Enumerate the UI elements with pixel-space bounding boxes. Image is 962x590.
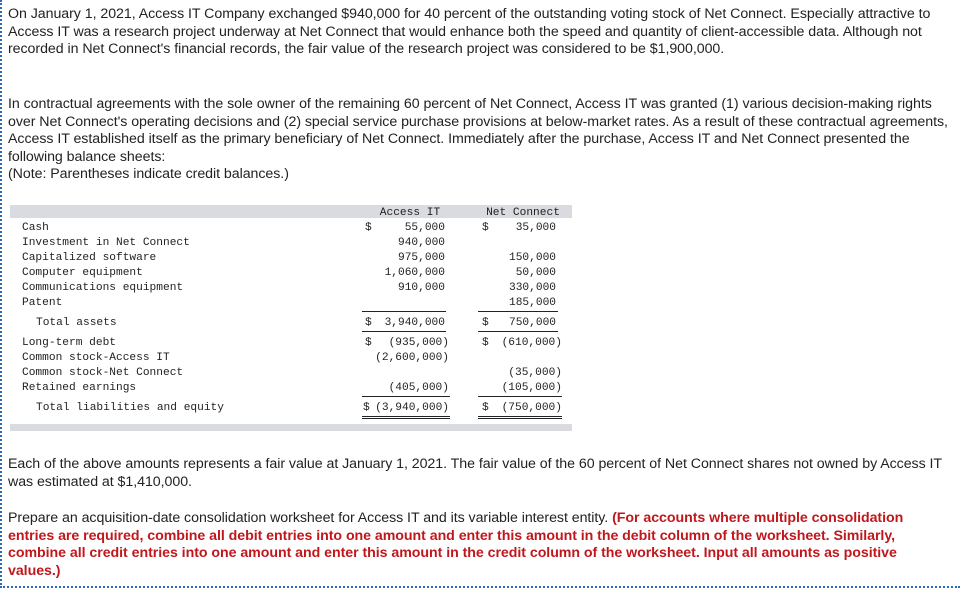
- row-label-computer-equipment: Computer equipment: [22, 267, 143, 279]
- table-footer-bar: [10, 424, 572, 431]
- equity-underline-net: [478, 396, 562, 397]
- total-assets-net-connect-value: 750,000: [509, 317, 556, 329]
- communications-net-connect-value: 330,000: [509, 282, 556, 294]
- total-assets-access-it-value: 3,940,000: [384, 317, 445, 329]
- cash-net-dollar: $: [482, 222, 489, 234]
- row-label-cash: Cash: [22, 222, 49, 234]
- debt-net-connect-value: (610,000): [501, 337, 562, 349]
- row-label-retained-earnings: Retained earnings: [22, 382, 137, 394]
- row-label-common-stock-access: Common stock-Access IT: [22, 352, 170, 364]
- contract-text: In contractual agreements with the sole owner of the remaining 60 percent of Net Connect, Access IT was granted (1) various decision-making rights over Net Connect's operating decisions and (2) special service purchase provisions at below-market rates. As a result of these contractual agreements, Access IT established itself as the primary beneficiary of Net Connect. Immediately after the purchase, Access IT and Net Connect presented the following balance sheets:: [8, 96, 948, 165]
- column-header-net-connect: Net Connect: [486, 207, 560, 219]
- row-label-capitalized-software: Capitalized software: [22, 252, 157, 264]
- retained-earnings-access-it-value: (405,000): [388, 382, 449, 394]
- assets-underline-access: [362, 311, 446, 312]
- row-label-long-term-debt: Long-term debt: [22, 337, 116, 349]
- instructions-text: Prepare an acquisition-date consolidation worksheet for Access IT and its variable interest entity.: [8, 510, 609, 526]
- balance-sheet-table: [10, 205, 572, 431]
- row-label-common-stock-net: Common stock-Net Connect: [22, 367, 184, 379]
- debt-access-it-value: (935,000): [388, 337, 449, 349]
- patent-net-connect-value: 185,000: [509, 297, 556, 309]
- total-le-net-dollar: $: [482, 402, 489, 414]
- instructions-paragraph: [8, 510, 948, 580]
- row-label-patent: Patent: [22, 297, 63, 309]
- computer-access-it-value: 1,060,000: [384, 267, 445, 279]
- credit-note: (Note: Parentheses indicate credit balances.): [8, 166, 289, 183]
- intro-paragraph-1: On January 1, 2021, Access IT Company exchanged $940,000 for 40 percent of the outstanding voting stock of Net Connect. Especially attractive to Access IT was a research project underway at Net Connect that would enhance both the speed and quantity of client-accessible data. Although not recorded in Net Connect's financial records, the fair value of the research project was considered to be $1,900,000.: [8, 6, 931, 58]
- software-access-it-value: 975,000: [398, 252, 445, 264]
- investment-access-it-value: 940,000: [398, 237, 445, 249]
- common-stock-net-connect-value: (35,000): [508, 367, 562, 379]
- computer-net-connect-value: 50,000: [515, 267, 556, 279]
- row-label-investment: Investment in Net Connect: [22, 237, 190, 249]
- instructions-emphasis: (For accounts where multiple consolidation entries are required, combine all debit entries into one amount and enter this amount in the debit column of the worksheet. Similarly, combine all credit entries into one amount and enter this amount in the credit column of the worksheet. Input all amounts as positive values.): [8, 510, 904, 579]
- fair-value-paragraph: Each of the above amounts represents a fair value at January 1, 2021. The fair value of the 60 percent of Net Connect shares not owned by Access IT was estimated at $1,410,000.: [8, 456, 942, 490]
- common-stock-access-it-value: (2,600,000): [375, 352, 449, 364]
- row-label-total-assets: Total assets: [36, 317, 117, 329]
- total-underline-access-1: [362, 416, 450, 417]
- equity-underline-access: [362, 396, 450, 397]
- assets-underline-net: [478, 311, 558, 312]
- total-underline-net-1: [478, 416, 562, 417]
- software-net-connect-value: 150,000: [509, 252, 556, 264]
- total-assets-underline-access: [362, 331, 446, 332]
- intro-paragraph-2: [8, 96, 948, 184]
- row-label-communications-equipment: Communications equipment: [22, 282, 184, 294]
- debt-net-dollar: $: [482, 337, 489, 349]
- total-le-net-connect-value: (750,000): [501, 402, 562, 414]
- total-underline-net-2: [478, 418, 562, 419]
- debt-access-dollar: $: [365, 337, 372, 349]
- cash-net-connect-value: 35,000: [515, 222, 556, 234]
- total-underline-access-2: [362, 418, 450, 419]
- cash-access-dollar: $: [365, 222, 372, 234]
- total-le-access-it-value: (3,940,000): [375, 402, 449, 414]
- column-header-access-it: Access IT: [379, 207, 441, 219]
- cash-access-it-value: 55,000: [404, 222, 445, 234]
- total-assets-underline-net: [478, 331, 558, 332]
- total-assets-net-dollar: $: [482, 317, 489, 329]
- communications-access-it-value: 910,000: [398, 282, 445, 294]
- total-le-access-dollar: $: [363, 402, 370, 414]
- total-assets-access-dollar: $: [365, 317, 372, 329]
- retained-earnings-net-connect-value: (105,000): [501, 382, 562, 394]
- row-label-total-liabilities-equity: Total liabilities and equity: [36, 402, 224, 414]
